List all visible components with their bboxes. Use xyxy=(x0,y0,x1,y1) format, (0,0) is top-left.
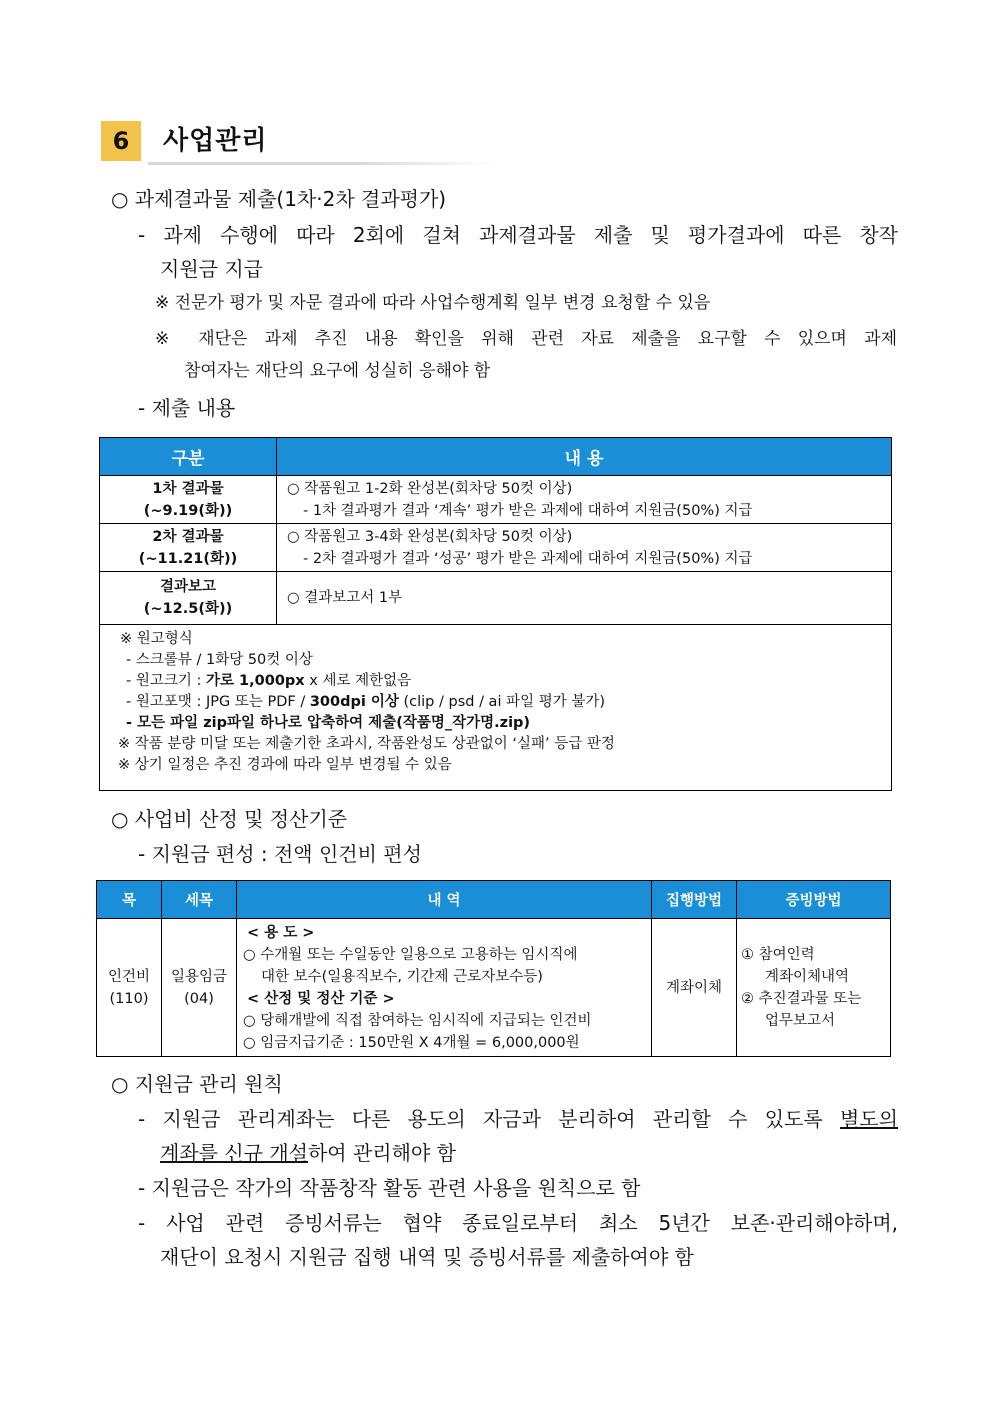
format-file: - 원고포맷 : JPG 또는 PDF / 300dpi 이상 (clip / psd / ai 파일 평가 불가) xyxy=(126,694,605,710)
table-row xyxy=(97,919,891,1057)
format-schedule-note: ※ 상기 일정은 추진 경과에 따라 일부 변경될 수 있음 xyxy=(118,757,452,773)
row-name: 결과보고 xyxy=(159,579,217,595)
header-semok: 세목 xyxy=(162,881,237,919)
proof-line4: 업무보고서 xyxy=(765,1012,836,1029)
table-row xyxy=(100,524,892,572)
bullet-budget-title: ○ 사업비 산정 및 정산기준 xyxy=(111,807,348,831)
format-size: - 원고크기 : 가로 1,000px x 세로 제한없음 xyxy=(126,673,412,689)
header-details: 내 역 xyxy=(237,881,652,919)
note-foundation-2b: 참여자는 재단의 요구에 성실히 응해야 함 xyxy=(184,361,491,381)
calc-title: < 산정 및 정산 기준 > xyxy=(247,990,395,1007)
dash-fund-2: - 지원금은 작가의 작품창작 활동 관련 사용을 원칙으로 함 xyxy=(138,1176,641,1200)
usage-line2: 대한 보수(일용직보수, 기간제 근로자보수등) xyxy=(261,968,543,985)
format-fail-note: ※ 작품 분량 미달 또는 제출기한 초과시, 작품완성도 상관없이 ‘실패’ 등급 판정 xyxy=(118,736,615,752)
header-mok: 목 xyxy=(97,881,162,919)
usage-line1: ○ 수개월 또는 수일동안 일용으로 고용하는 임시직에 xyxy=(243,946,578,963)
section-number: 6 xyxy=(101,121,141,161)
row-date: (~12.5(화)) xyxy=(143,601,233,617)
header-content: 내 용 xyxy=(277,438,892,476)
dash-submission-contents: - 제출 내용 xyxy=(138,396,236,420)
format-notes xyxy=(100,625,892,791)
header-category: 구분 xyxy=(100,438,277,476)
note-foundation-2a: ※ 재단은 과제 추진 내용 확인을 위해 관련 자료 제출을 요구할 수 있으며 과제 xyxy=(155,329,897,349)
execution-method: 계좌이체 xyxy=(652,919,737,1057)
row-date: (~11.21(화)) xyxy=(138,550,238,567)
mok-code: (110) xyxy=(109,990,149,1007)
mok-name: 인건비 xyxy=(107,968,151,985)
row-date: (~9.19(화)) xyxy=(143,502,233,519)
format-zip: - 모든 파일 zip파일 하나로 압축하여 제출(작품명_작가명.zip) xyxy=(126,715,531,731)
semok-code: (04) xyxy=(184,990,214,1007)
table-row xyxy=(100,572,892,625)
bullet-fund-management-title: ○ 지원금 관리 원칙 xyxy=(111,1072,283,1096)
bullet-submission-title: ○ 과제결과물 제출(1차·2차 결과평가) xyxy=(111,187,447,211)
row-line2: - 1차 결과평가 결과 ‘계속’ 평가 받은 과제에 대하여 지원금(50%) 지급 xyxy=(303,502,753,519)
dash-submission-1a: - 과제 수행에 따라 2회에 걸쳐 과제결과물 제출 및 평가결과에 따른 창작 xyxy=(138,223,898,247)
section-title: 사업관리 xyxy=(163,126,268,156)
dash-fund-3a: - 사업 관련 증빙서류는 협약 종료일로부터 최소 5년간 보존·관리해야하며, xyxy=(138,1211,898,1235)
proof-line3: ② 추진결과물 또는 xyxy=(741,990,862,1007)
dash-fund-1b: 계좌를 신규 개설하여 관리해야 함 xyxy=(160,1141,456,1165)
header-method: 집행방법 xyxy=(652,881,737,919)
row-line2: - 2차 결과평가 결과 ‘성공’ 평가 받은 과제에 대하여 지원금(50%) 지급 xyxy=(303,550,753,567)
header-proof: 증빙방법 xyxy=(737,881,891,919)
budget-table xyxy=(96,880,891,1057)
semok-name: 일용임금 xyxy=(170,968,228,985)
usage-title: < 용 도 > xyxy=(247,924,315,941)
dash-fund-1a: - 지원금 관리계좌는 다른 용도의 자금과 분리하여 관리할 수 있도록 별도의 xyxy=(138,1107,898,1131)
row-name: 1차 결과물 xyxy=(152,480,224,497)
note-expert-review: ※ 전문가 평가 및 자문 결과에 따라 사업수행계획 일부 변경 요청할 수 있음 xyxy=(155,293,711,313)
dash-budget-1: - 지원금 편성 : 전액 인건비 편성 xyxy=(138,842,422,866)
proof-line2: 계좌이체내역 xyxy=(765,968,850,985)
proof-line1: ① 참여인력 xyxy=(741,946,815,963)
dash-fund-3b: 재단이 요청시 지원금 집행 내역 및 증빙서류를 제출하여야 함 xyxy=(160,1245,694,1269)
format-scroll: - 스크롤뷰 / 1화당 50컷 이상 xyxy=(126,652,313,668)
section-rule xyxy=(148,162,498,165)
submission-table xyxy=(99,437,892,791)
table-row xyxy=(100,476,892,524)
row-line1: ○ 작품원고 3-4화 완성본(회차당 50컷 이상) xyxy=(287,528,573,545)
calc-line2: ○ 임금지급기준 : 150만원 X 4개월 = 6,000,000원 xyxy=(243,1034,580,1051)
row-line1: ○ 작품원고 1-2화 완성본(회차당 50컷 이상) xyxy=(287,480,573,497)
format-title: ※ 원고형식 xyxy=(120,631,193,647)
calc-line1: ○ 당해개발에 직접 참여하는 임시직에 지급되는 인건비 xyxy=(243,1012,592,1029)
row-name: 2차 결과물 xyxy=(152,528,224,545)
row-line1: ○ 결과보고서 1부 xyxy=(287,590,403,606)
dash-submission-1b: 지원금 지급 xyxy=(160,257,263,281)
